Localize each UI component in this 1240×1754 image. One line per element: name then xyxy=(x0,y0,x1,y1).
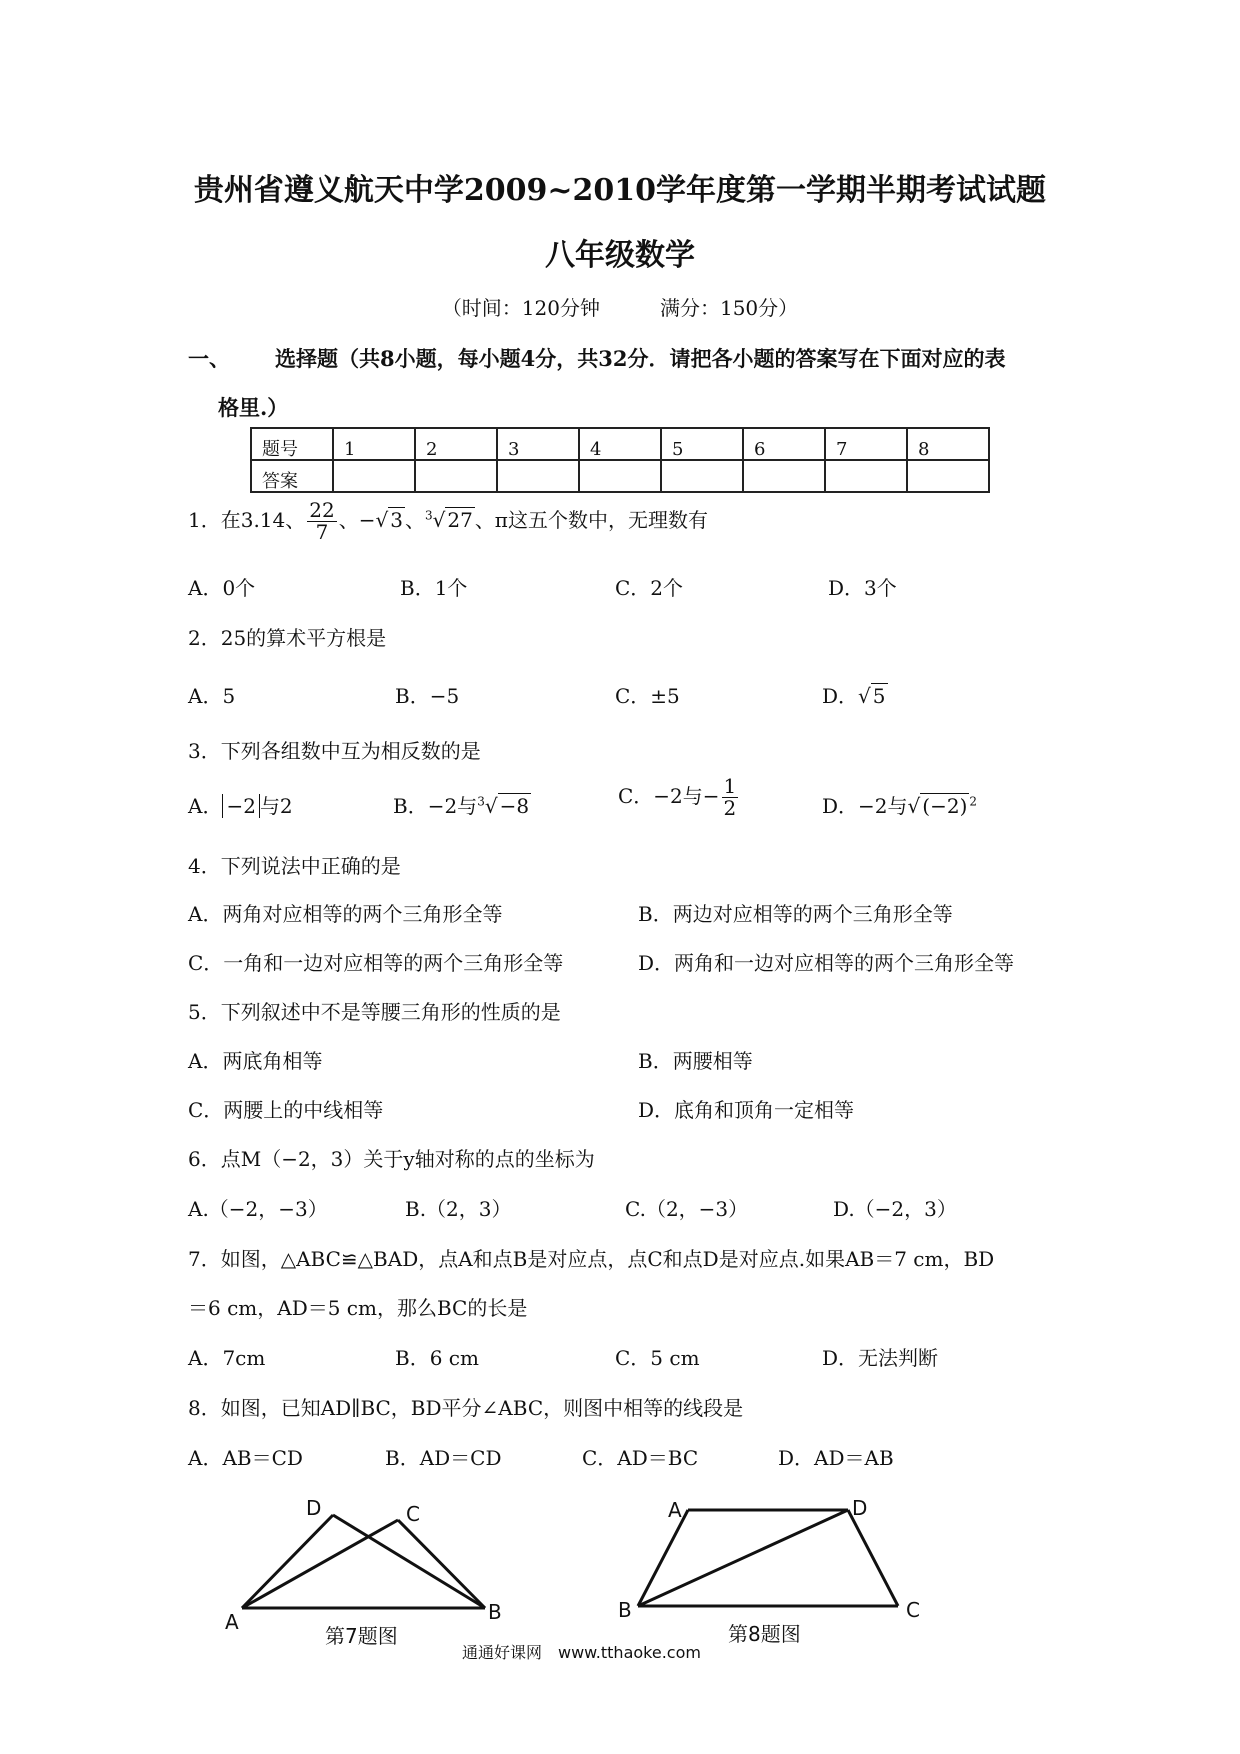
q8-option-b: B．AD＝CD xyxy=(385,1446,502,1470)
q7-option-a: A．7cm xyxy=(188,1346,266,1370)
exam-meta: （时间：120分钟 满分：150分） xyxy=(441,296,799,320)
fig8-label-d: D xyxy=(852,1496,868,1520)
question-4: 4．下列说法中正确的是 xyxy=(188,854,401,878)
segment-AC xyxy=(242,1520,398,1608)
table-cell-number: 6 xyxy=(743,428,825,460)
q2-option-d: D．√ 5 xyxy=(822,684,886,708)
table-cell-number: 8 xyxy=(907,428,989,460)
question-5: 5．下列叙述中不是等腰三角形的性质的是 xyxy=(188,1000,561,1024)
q1-option-d: D．3个 xyxy=(828,576,897,600)
section-number: 一、 xyxy=(188,346,230,371)
fig7-label-c: C xyxy=(406,1502,420,1526)
q4-option-c: C．一角和一边对应相等的两个三角形全等 xyxy=(188,951,564,975)
q6-option-c: C.（2，−3） xyxy=(625,1197,749,1221)
question-7-line1: 7．如图，△ABC≌△BAD，点A和点B是对应点，点C和点D是对应点.如果AB＝7 cm，BD xyxy=(188,1247,995,1271)
q2-option-a: A．5 xyxy=(188,684,236,708)
question-3: 3．下列各组数中互为相反数的是 xyxy=(188,739,481,763)
table-cell-number: 5 xyxy=(661,428,743,460)
exam-title: 贵州省遵义航天中学2009~2010学年度第一学期半期考试试题 xyxy=(193,173,1047,208)
segment-DC xyxy=(848,1510,898,1606)
q6-option-b: B.（2，3） xyxy=(405,1197,512,1221)
q1-option-b: B．1个 xyxy=(400,576,468,600)
question-1: 1．在3.14、 $\frac{22}{7}$ 、−√ 3 、$^3$√ 27 、π这五个数中，无理数有 xyxy=(188,498,708,544)
question-2: 2．25的算术平方根是 xyxy=(188,626,387,650)
figure-7 xyxy=(242,1515,485,1608)
q7-option-d: D．无法判断 xyxy=(822,1346,939,1370)
q4-option-d: D．两角和一边对应相等的两个三角形全等 xyxy=(638,951,1015,975)
fig7-caption: 第7题图 xyxy=(325,1624,398,1648)
q3-option-c: C．−2与− $\frac{1}{2}$ xyxy=(618,774,737,820)
table-cell-number: 3 xyxy=(497,428,579,460)
table-cell-number: 7 xyxy=(825,428,907,460)
table-cell-number: 2 xyxy=(415,428,497,460)
segment-AB xyxy=(638,1510,688,1606)
q8-option-c: C．AD＝BC xyxy=(582,1446,699,1470)
row-label-answer: 答案 xyxy=(251,460,333,492)
q3-option-a: A． −2 与2 xyxy=(188,794,293,818)
fig7-label-b: B xyxy=(488,1600,502,1624)
q5-option-a: A．两底角相等 xyxy=(188,1049,323,1073)
row-label-number: 题号 xyxy=(251,428,333,460)
q5-option-c: C．两腰上的中线相等 xyxy=(188,1098,384,1122)
q8-option-d: D．AD＝AB xyxy=(778,1446,894,1470)
table-cell-number: 1 xyxy=(333,428,415,460)
table-cell-number: 4 xyxy=(579,428,661,460)
footer-watermark: 通通好课网 www.tthaoke.com xyxy=(462,1643,701,1662)
q2-option-c: C．±5 xyxy=(615,684,680,708)
figure-8 xyxy=(638,1510,898,1606)
q4-option-b: B．两边对应相等的两个三角形全等 xyxy=(638,902,953,926)
segment-DB xyxy=(333,1515,485,1608)
fig7-label-a: A xyxy=(225,1610,239,1634)
q7-option-b: B．6 cm xyxy=(395,1346,479,1370)
q8-option-a: A．AB＝CD xyxy=(188,1446,303,1470)
section-heading-line1: 选择题（共8小题，每小题4分，共32分．请把各小题的答案写在下面对应的表 xyxy=(275,346,1006,371)
question-8: 8．如图，已知AD∥BC，BD平分∠ABC，则图中相等的线段是 xyxy=(188,1396,744,1420)
fig8-label-b: B xyxy=(618,1598,632,1622)
segment-AD xyxy=(242,1515,333,1608)
section-heading-line2: 格里.） xyxy=(218,395,289,420)
fig8-caption: 第8题图 xyxy=(728,1622,801,1646)
q4-option-a: A．两角对应相等的两个三角形全等 xyxy=(188,902,503,926)
fig8-label-c: C xyxy=(906,1598,920,1622)
q2-option-b: B．−5 xyxy=(395,684,460,708)
fig8-label-a: A xyxy=(668,1498,682,1522)
q5-option-d: D．底角和顶角一定相等 xyxy=(638,1098,855,1122)
fraction: $\frac{22}{7}$ xyxy=(309,498,335,544)
q1-option-c: C．2个 xyxy=(615,576,684,600)
question-6: 6．点M（−2，3）关于y轴对称的点的坐标为 xyxy=(188,1147,595,1171)
q3-option-b: B．−2与$^3$√ −8 xyxy=(393,794,530,818)
q7-option-c: C．5 cm xyxy=(615,1346,700,1370)
fig7-label-d: D xyxy=(306,1496,322,1520)
q6-option-d: D.（−2，3） xyxy=(833,1197,957,1221)
q1-option-a: A．0个 xyxy=(188,576,256,600)
q3-option-d: D．−2与√ (−2) $^2$ xyxy=(822,794,978,818)
q6-option-a: A.（−2，−3） xyxy=(188,1197,328,1221)
subject-title: 八年级数学 xyxy=(545,238,695,273)
segment-BD xyxy=(638,1510,848,1606)
q5-option-b: B．两腰相等 xyxy=(638,1049,753,1073)
question-7-line2: ＝6 cm，AD＝5 cm，那么BC的长是 xyxy=(188,1296,528,1320)
